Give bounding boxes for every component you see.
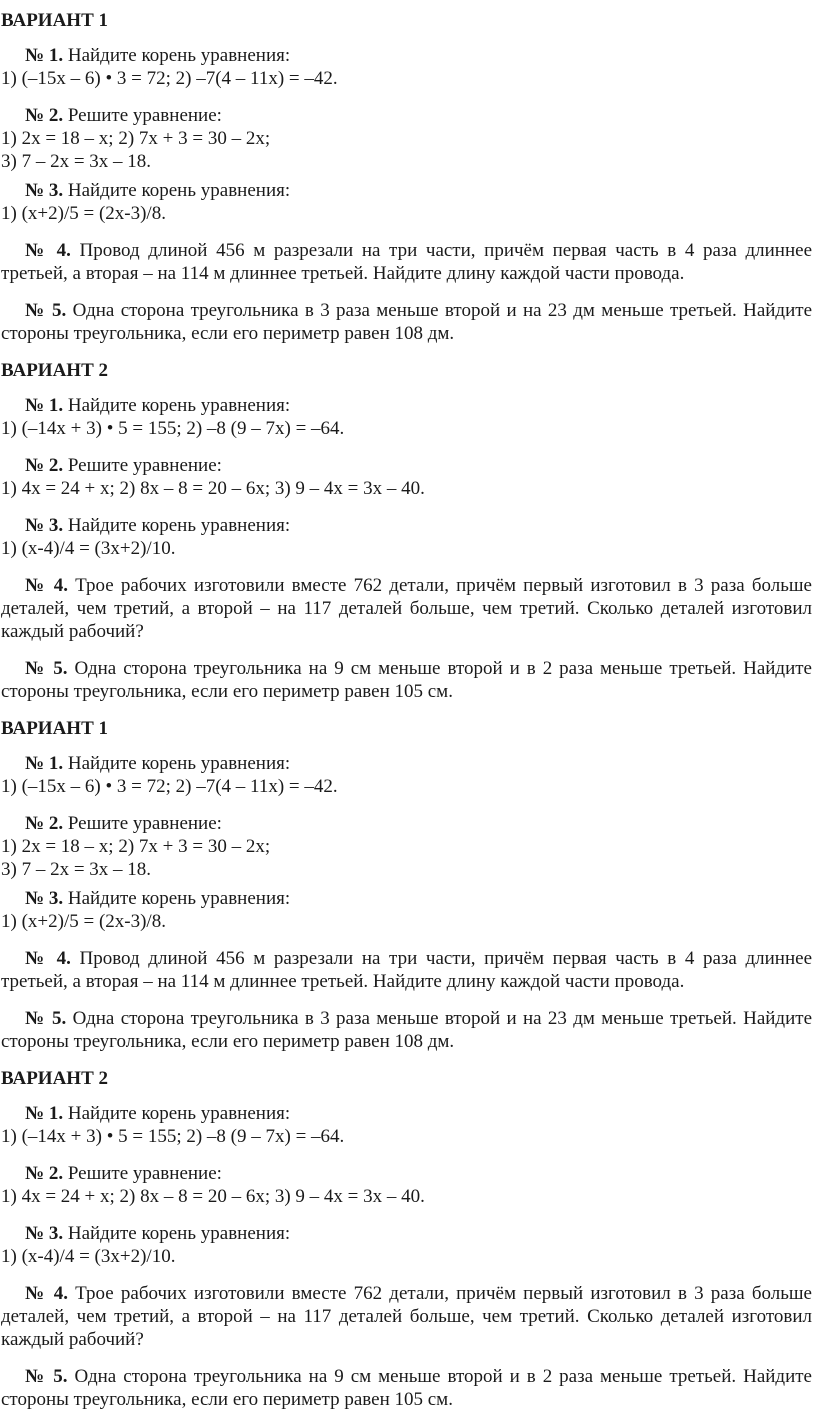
task-number: № 3. — [25, 180, 64, 201]
task-2 — [1, 454, 812, 500]
task-text: Найдите корень уравнения: — [63, 1223, 291, 1244]
variant-section — [1, 1067, 812, 1411]
task-number: № 2. — [25, 1163, 64, 1184]
task-number: № 4. — [25, 948, 71, 969]
task-text: Одна сторона треугольника на 9 см меньше второй и в 2 раза меньше третьей. Найдите стороны треугольника, если его периметр равен 105 см. — [1, 1366, 812, 1410]
equation-line: 1) 2x = 18 – x; 2) 7x + 3 = 30 – 2x; — [1, 836, 271, 857]
task-1 — [1, 752, 812, 798]
task-5 — [1, 299, 812, 345]
equation-line: 1) (x-4)/4 = (3x+2)/10. — [1, 1246, 176, 1267]
task-4 — [1, 239, 812, 285]
task-number: № 3. — [25, 515, 64, 536]
task-3 — [1, 514, 812, 560]
task-4 — [1, 947, 812, 993]
task-text: Найдите корень уравнения: — [63, 753, 291, 774]
task-number: № 4. — [25, 575, 68, 596]
variant-title: ВАРИАНТ 2 — [1, 360, 109, 381]
equation-line: 1) (–14x + 3) • 5 = 155; 2) –8 (9 – 7x) = –64. — [1, 418, 345, 439]
task-number: № 1. — [25, 395, 64, 416]
equation-line: 1) (x+2)/5 = (2x-3)/8. — [1, 203, 166, 224]
task-number: № 2. — [25, 105, 64, 126]
task-number: № 3. — [25, 888, 64, 909]
task-number: № 4. — [25, 240, 71, 261]
task-4 — [1, 574, 812, 643]
equation-line: 1) 4x = 24 + x; 2) 8x – 8 = 20 – 6x; 3) 9 – 4x = 3x – 40. — [1, 478, 425, 499]
task-2 — [1, 1162, 812, 1208]
task-number: № 5. — [25, 300, 67, 321]
task-2 — [1, 812, 812, 881]
task-number: № 1. — [25, 753, 64, 774]
equation-line: 1) (–15x – 6) • 3 = 72; 2) –7(4 – 11x) = –42. — [1, 68, 338, 89]
variant-section — [1, 9, 812, 345]
task-text: Решите уравнение: — [63, 105, 222, 126]
task-3 — [1, 179, 812, 225]
task-3 — [1, 1222, 812, 1268]
variant-title: ВАРИАНТ 1 — [1, 10, 109, 31]
task-text: Одна сторона треугольника на 9 см меньше второй и в 2 раза меньше третьей. Найдите стороны треугольника, если его периметр равен 105 см. — [1, 658, 812, 702]
task-text: Провод длиной 456 м разрезали на три части, причём первая часть в 4 раза длиннее третьей, а вторая – на 114 м длиннее третьей. Найдите длину каждой части провода. — [1, 240, 813, 284]
equation-line: 3) 7 – 2x = 3x – 18. — [1, 151, 152, 172]
task-text: Решите уравнение: — [63, 455, 222, 476]
task-1 — [1, 1102, 812, 1148]
task-text: Решите уравнение: — [63, 1163, 222, 1184]
task-number: № 5. — [25, 658, 68, 679]
equation-line: 1) (–15x – 6) • 3 = 72; 2) –7(4 – 11x) = –42. — [1, 776, 338, 797]
task-text: Найдите корень уравнения: — [63, 45, 291, 66]
task-5 — [1, 1007, 812, 1053]
task-text: Решите уравнение: — [63, 813, 222, 834]
task-2 — [1, 104, 812, 173]
equation-line: 1) (x-4)/4 = (3x+2)/10. — [1, 538, 176, 559]
task-text: Найдите корень уравнения: — [63, 395, 291, 416]
task-5 — [1, 1365, 812, 1411]
task-number: № 5. — [25, 1008, 67, 1029]
task-number: № 1. — [25, 1103, 64, 1124]
task-number: № 4. — [25, 1283, 68, 1304]
task-number: № 2. — [25, 813, 64, 834]
task-text: Трое рабочих изготовили вместе 762 детали, причём первый изготовил в 3 раза больше деталей, чем третий, а второй – на 117 деталей больше, чем третий. Сколько деталей изготовил каждый рабочий? — [1, 1283, 812, 1350]
task-number: № 3. — [25, 1223, 64, 1244]
task-number: № 5. — [25, 1366, 68, 1387]
equation-line: 3) 7 – 2x = 3x – 18. — [1, 859, 152, 880]
task-number: № 2. — [25, 455, 64, 476]
task-1 — [1, 44, 812, 90]
variant-title: ВАРИАНТ 2 — [1, 1068, 109, 1089]
equation-line: 1) 4x = 24 + x; 2) 8x – 8 = 20 – 6x; 3) 9 – 4x = 3x – 40. — [1, 1186, 425, 1207]
task-text: Одна сторона треугольника в 3 раза меньше второй и на 23 дм меньше третьей. Найдите стороны треугольника, если его периметр равен 108 дм. — [1, 1008, 812, 1052]
equation-line: 1) 2x = 18 – x; 2) 7x + 3 = 30 – 2x; — [1, 128, 271, 149]
task-3 — [1, 887, 812, 933]
equation-line: 1) (x+2)/5 = (2x-3)/8. — [1, 911, 166, 932]
task-4 — [1, 1282, 812, 1351]
task-text: Провод длиной 456 м разрезали на три части, причём первая часть в 4 раза длиннее третьей, а вторая – на 114 м длиннее третьей. Найдите длину каждой части провода. — [1, 948, 813, 992]
task-text: Найдите корень уравнения: — [63, 888, 291, 909]
equation-line: 1) (–14x + 3) • 5 = 155; 2) –8 (9 – 7x) = –64. — [1, 1126, 345, 1147]
task-number: № 1. — [25, 45, 64, 66]
task-text: Одна сторона треугольника в 3 раза меньше второй и на 23 дм меньше третьей. Найдите стороны треугольника, если его периметр равен 108 дм. — [1, 300, 812, 344]
task-text: Найдите корень уравнения: — [63, 515, 291, 536]
task-1 — [1, 394, 812, 440]
task-text: Найдите корень уравнения: — [63, 1103, 291, 1124]
variant-section — [1, 717, 812, 1053]
variant-title: ВАРИАНТ 1 — [1, 718, 109, 739]
task-text: Найдите корень уравнения: — [63, 180, 291, 201]
task-text: Трое рабочих изготовили вместе 762 детали, причём первый изготовил в 3 раза больше деталей, чем третий, а второй – на 117 деталей больше, чем третий. Сколько деталей изготовил каждый рабочий? — [1, 575, 812, 642]
variant-section — [1, 359, 812, 703]
task-5 — [1, 657, 812, 703]
